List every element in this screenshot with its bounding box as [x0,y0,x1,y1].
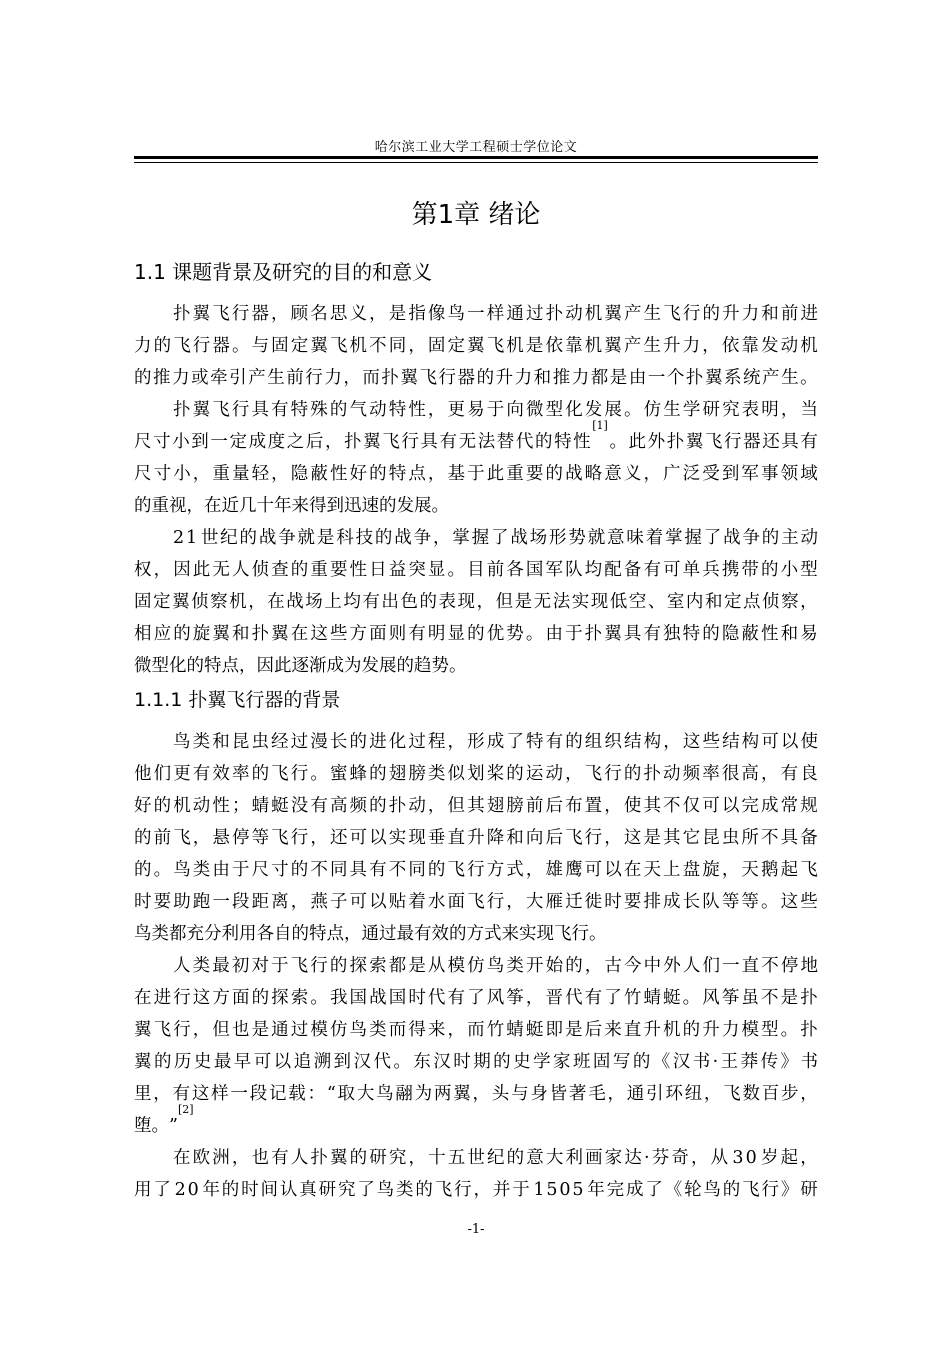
header-rule-thick [134,156,818,159]
paragraph-line: 鸟 类 都 充 分 利 用 各 自 的 特 点 ， 通 过 最 有 效 的 方 式 来 实 现 飞 行 。 [134,924,607,944]
paragraph-line: 鸟 类 和 昆 虫 经 过 漫 长 的 进 化 过 程 ， 形 成 了 特 有 的 组 织 结 构 ， 这 些 结 构 可 以 使 [173,732,818,752]
paragraph-line: 堕 。 ” [2] [134,1103,194,1136]
paragraph-line: 力 的 飞 行 器 。 与 固 定 翼 飞 机 不 同 ， 固 定 翼 飞 机 是 依 靠 机 翼 产 生 升 力 ， 依 靠 发 动 机 [134,336,818,356]
paragraph-line: 权 ， 因 此 无 人 侦 查 的 重 要 性 日 益 突 显 。 目 前 各 国 军 队 均 配 备 有 可 单 兵 携 带 的 小 型 [134,560,818,580]
paragraph-line: 翼 飞 行 ， 但 也 是 通 过 模 仿 鸟 类 而 得 来 ， 而 竹 蜻 蜓 即 是 后 来 直 升 机 的 升 力 模 型 。 扑 [134,1020,818,1040]
header-rule-thin [134,162,818,163]
paragraph-line: 2 1 世 纪 的 战 争 就 是 科 技 的 战 争 ， 掌 握 了 战 场 形 势 就 意 味 着 掌 握 了 战 争 的 主 动 [173,528,818,548]
paragraph-line: 尺 寸 小 ， 重 量 轻 ， 隐 蔽 性 好 的 特 点 ， 基 于 此 重 要 的 战 略 意 义 ， 广 泛 受 到 军 事 领 域 [134,464,818,484]
paragraph-line: 微 型 化 的 特 点 ， 因 此 逐 渐 成 为 发 展 的 趋 势 。 [134,656,467,676]
subsection-heading: 1.1.1 扑翼飞行器的背景 [134,689,341,711]
body-block-b [134,726,818,1206]
paragraph-line: 的 重 视 ， 在 近 几 十 年 来 得 到 迅 速 的 发 展 。 [134,496,449,516]
body-block-a [134,298,818,682]
paragraph-line: 扑 翼 飞 行 器 ， 顾 名 思 义 ， 是 指 像 鸟 一 样 通 过 扑 动 机 翼 产 生 飞 行 的 升 力 和 前 进 [173,304,818,324]
chapter-title: 第1章 绪论 [411,200,541,230]
paragraph-line: 用 了 2 0 年 的 时 间 认 真 研 究 了 鸟 类 的 飞 行 ， 并 于 1 5 0 5 年 完 成 了 《 轮 鸟 的 飞 行 》 研 [134,1180,818,1200]
section-heading: 1.1 课题背景及研究的目的和意义 [134,260,433,284]
paragraph-line: 他 们 更 有 效 率 的 飞 行 。 蜜 蜂 的 翅 膀 类 似 划 桨 的 运 动 ， 飞 行 的 扑 动 频 率 很 高 ， 有 良 [134,764,818,784]
paragraph-line: 相 应 的 旋 翼 和 扑 翼 在 这 些 方 面 则 有 明 显 的 优 势 。 由 于 扑 翼 具 有 独 特 的 隐 蔽 性 和 易 [134,624,818,644]
paragraph-line: 的 前 飞 ， 悬 停 等 飞 行 ， 还 可 以 实 现 垂 直 升 降 和 向 后 飞 行 ， 这 是 其 它 昆 虫 所 不 具 备 [134,828,818,848]
paragraph-line: 人 类 最 初 对 于 飞 行 的 探 索 都 是 从 模 仿 鸟 类 开 始 的 ， 古 今 中 外 人 们 一 直 不 停 地 [173,956,818,976]
paragraph-line: 时 要 助 跑 一 段 距 离 ， 燕 子 可 以 贴 着 水 面 飞 行 ， 大 雁 迁 徙 时 要 排 成 长 队 等 等 。 这 些 [134,892,818,912]
paragraph-line: 翼 的 历 史 最 早 可 以 追 溯 到 汉 代 。 东 汉 时 期 的 史 学 家 班 固 写 的 《 汉 书 · 王 莽 传 》 书 [134,1052,818,1072]
paragraph-line: 扑 翼 飞 行 具 有 特 殊 的 气 动 特 性 ， 更 易 于 向 微 型 化 发 展 。 仿 生 学 研 究 表 明 ， 当 [173,400,818,420]
paragraph-line: 的 推 力 或 牵 引 产 生 前 行 力 ， 而 扑 翼 飞 行 器 的 升 力 和 推 力 都 是 由 一 个 扑 翼 系 统 产 生 。 [134,368,818,388]
paragraph-line: 好 的 机 动 性 ； 蜻 蜓 没 有 高 频 的 扑 动 ， 但 其 翅 膀 前 后 布 置 ， 使 其 不 仅 可 以 完 成 常 规 [134,796,818,816]
paragraph-line: 尺 寸 小 到 一 定 成 度 之 后 ， 扑 翼 飞 行 具 有 无 法 替 代 的 特 性 [1] 。 此 外 扑 翼 飞 行 器 还 具 有 [134,419,818,452]
paragraph-line: 的 。 鸟 类 由 于 尺 寸 的 不 同 具 有 不 同 的 飞 行 方 式 ， 雄 鹰 可 以 在 天 上 盘 旋 ， 天 鹅 起 飞 [134,860,818,880]
paragraph-line: 固 定 翼 侦 察 机 ， 在 战 场 上 均 有 出 色 的 表 现 ， 但 是 无 法 实 现 低 空 、 室 内 和 定 点 侦 察 ， [134,592,818,612]
paragraph-line: 在 欧 洲 ， 也 有 人 扑 翼 的 研 究 ， 十 五 世 纪 的 意 大 利 画 家 达 · 芬 奇 ， 从 3 0 岁 起 ， [173,1148,818,1168]
running-header: 哈尔滨工业大学工程硕士学位论文 [374,140,578,155]
paragraph-line: 里 ， 有 这 样 一 段 记 载 ： “ 取 大 鸟 翮 为 两 翼 ， 头 与 身 皆 著 毛 ， 通 引 环 纽 ， 飞 数 百 步 ， [134,1084,818,1104]
page-number: -1- [467,1222,485,1237]
paragraph-line: 在 进 行 这 方 面 的 探 索 。 我 国 战 国 时 代 有 了 风 筝 ， 晋 代 有 了 竹 蜻 蜓 。 风 筝 虽 不 是 扑 [134,988,818,1008]
